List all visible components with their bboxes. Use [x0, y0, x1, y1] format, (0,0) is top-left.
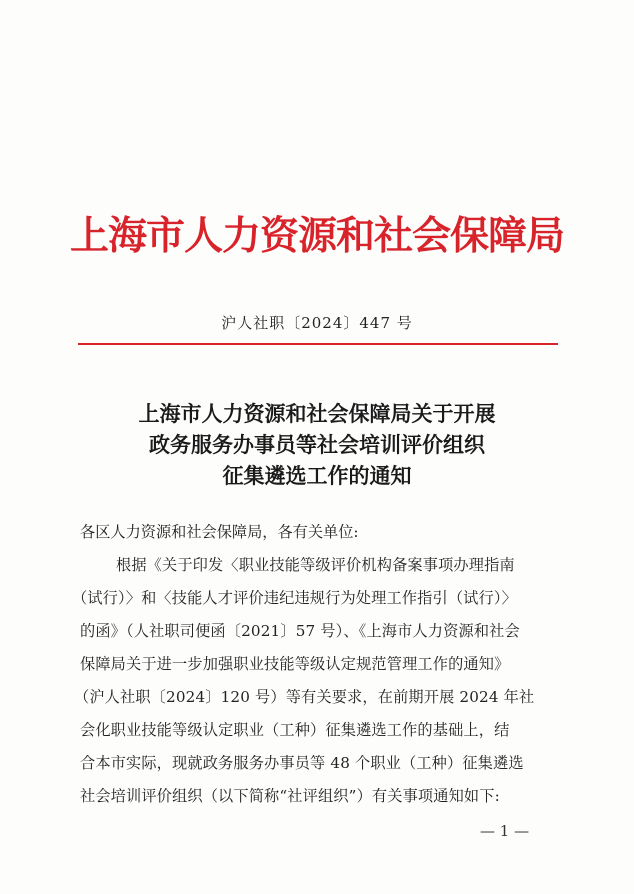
paragraph-line: （沪人社职〔2024〕120 号）等有关要求，在前期开展 2024 年社 [74, 688, 535, 706]
red-divider-line [78, 343, 558, 345]
title-line: 上海市人力资源和社会保障局关于开展 [138, 401, 496, 426]
paragraph-line: 合本市实际，现就政务服务办事员等 48 个职业（工种）征集遴选 [80, 754, 524, 772]
issuer-name: 上海市人力资源和社会保障局 [69, 213, 564, 259]
paragraph-line: （试行）〉和〈技能人才评价违纪违规行为处理工作指引（试行）〉 [72, 589, 517, 607]
salutation: 各区人力资源和社会保障局，各有关单位: [80, 523, 359, 541]
paragraph-line: 会化职业技能等级认定职业（工种）征集遴选工作的基础上，结 [80, 721, 510, 739]
paragraph-line: 社会培训评价组织（以下简称“社评组织”）有关事项通知如下: [80, 787, 500, 805]
paragraph-line: 根据《关于印发〈职业技能等级评价机构备案事项办理指南 [116, 556, 515, 574]
paragraph-line: 的函》（人社职司便函〔2021〕57 号）、《上海市人力资源和社会 [80, 622, 520, 640]
title-line: 政务服务办事员等社会培训评价组织 [149, 432, 485, 457]
paragraph-line: 保障局关于进一步加强职业技能等级认定规范管理工作的通知》 [80, 655, 510, 673]
document-title [0, 398, 634, 491]
title-line: 征集遴选工作的通知 [222, 463, 412, 488]
page-number: — 1 — [480, 822, 530, 840]
document-number: 沪人社职〔2024〕447 号 [221, 314, 413, 332]
